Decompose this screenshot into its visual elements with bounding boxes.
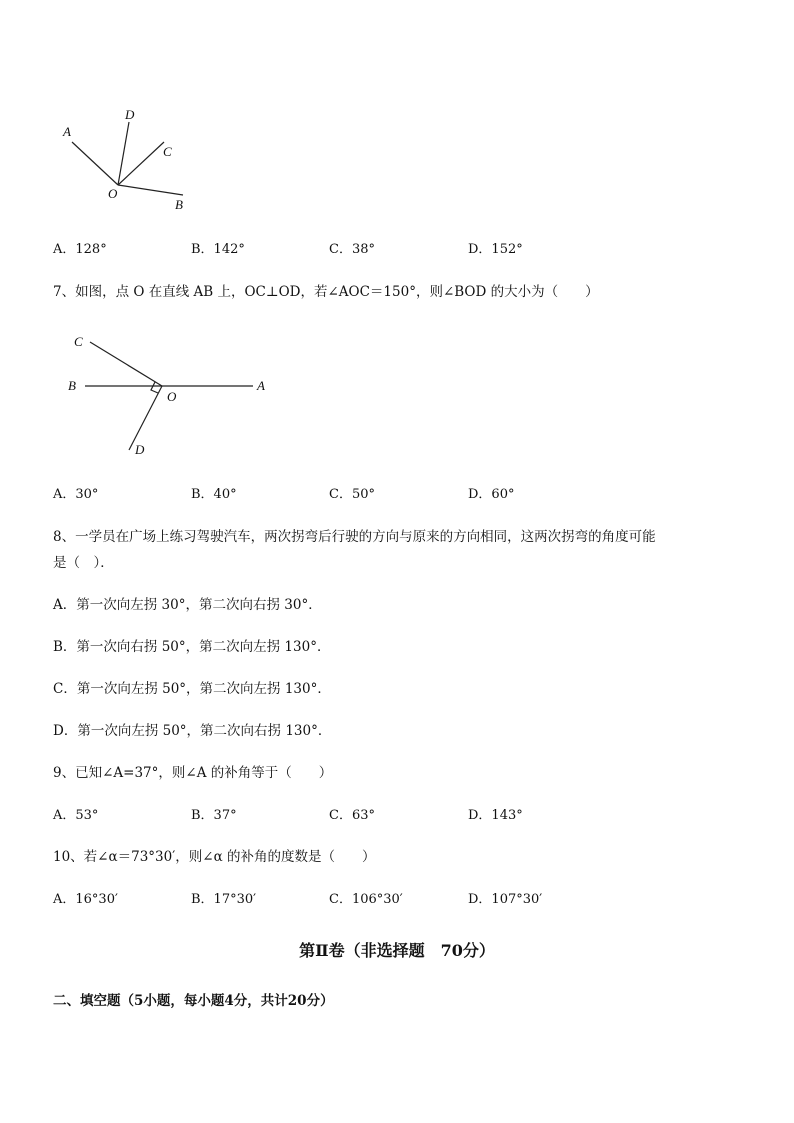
ray-OD	[129, 386, 162, 450]
label-C: C	[74, 334, 83, 349]
q8-stem-line1: 8、一学员在广场上练习驾驶汽车，两次拐弯后行驶的方向与原来的方向相同，这两次拐弯的角度可能	[53, 529, 656, 545]
section-subtitle: 二、填空题（5小题，每小题4分，共计20分）	[53, 993, 334, 1009]
q7-stem: 7、如图，点 O 在直线 AB 上，OC⊥OD，若∠AOC＝150°，则∠BOD 的大小为（ ）	[53, 284, 599, 300]
q6-option-b[interactable]: B．142°	[191, 242, 245, 257]
q6-option-a[interactable]: A．128°	[53, 242, 107, 257]
ray-OA	[72, 142, 118, 185]
label-D: D	[135, 442, 145, 457]
q6-option-d[interactable]: D．152°	[468, 242, 523, 257]
figure-q7	[60, 328, 280, 463]
q10-stem: 10、若∠α＝73°30′，则∠α 的补角的度数是（ ）	[53, 849, 376, 865]
q9-option-b[interactable]: B．37°	[191, 808, 237, 823]
q7-option-b[interactable]: B．40°	[191, 487, 237, 502]
q7-option-c[interactable]: C．50°	[329, 487, 375, 502]
q10-option-b[interactable]: B．17°30′	[191, 892, 257, 907]
label-B: B	[175, 197, 183, 212]
q8-option-d[interactable]: D．第一次向左拐 50°，第二次向右拐 130°．	[53, 723, 332, 739]
q9-stem: 9、已知∠A=37°，则∠A 的补角等于（ ）	[53, 765, 333, 781]
ray-OB	[118, 185, 183, 195]
label-A: A	[63, 124, 71, 139]
label-A: A	[257, 378, 265, 393]
q10-option-c[interactable]: C．106°30′	[329, 892, 403, 907]
q8-option-a[interactable]: A．第一次向左拐 30°，第二次向右拐 30°．	[53, 597, 322, 613]
q10-option-d[interactable]: D．107°30′	[468, 892, 543, 907]
q6-option-c[interactable]: C．38°	[329, 242, 375, 257]
q8-option-b[interactable]: B．第一次向右拐 50°，第二次向左拐 130°．	[53, 639, 331, 655]
q9-option-d[interactable]: D．143°	[468, 808, 523, 823]
ray-OC	[90, 342, 162, 386]
label-B: B	[68, 378, 76, 393]
label-C: C	[163, 144, 172, 159]
q8-option-c[interactable]: C．第一次向左拐 50°，第二次向左拐 130°．	[53, 681, 331, 697]
q7-option-a[interactable]: A．30°	[53, 487, 99, 502]
section-title: 第Ⅱ卷（非选择题 70分）	[299, 941, 495, 960]
q10-option-a[interactable]: A．16°30′	[53, 892, 118, 907]
label-O: O	[108, 186, 118, 201]
q9-option-a[interactable]: A．53°	[53, 808, 99, 823]
q7-option-d[interactable]: D．60°	[468, 487, 515, 502]
q9-option-c[interactable]: C．63°	[329, 808, 375, 823]
label-O: O	[167, 389, 177, 404]
figure-q6	[50, 100, 210, 220]
right-angle-mark	[151, 382, 158, 393]
label-D: D	[125, 107, 135, 122]
q8-stem-line2: 是（ ）．	[53, 555, 114, 571]
